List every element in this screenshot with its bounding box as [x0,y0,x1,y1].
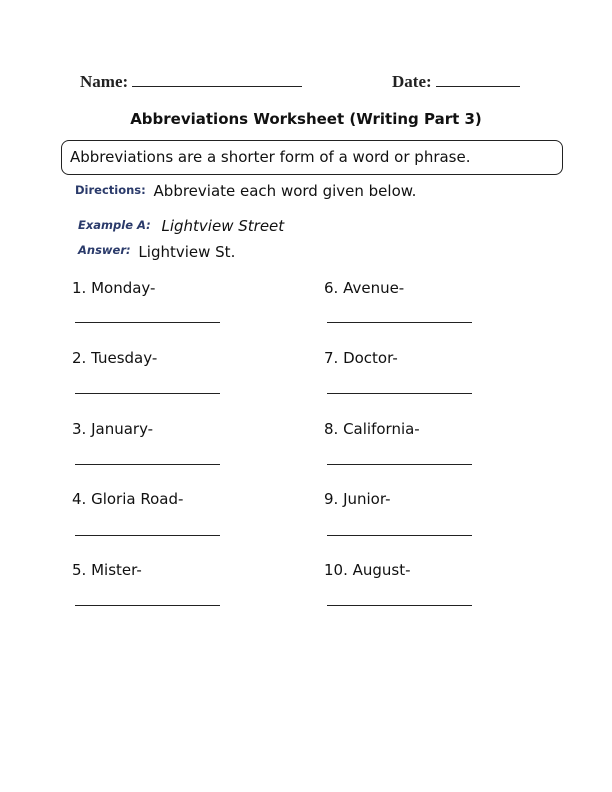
question-item: 9. Junior- [324,490,391,508]
answer-line[interactable] [327,605,472,606]
answer-line[interactable] [327,535,472,536]
example-label: Example A: [78,218,151,232]
directions [75,182,416,200]
date-field [392,70,520,92]
question-item: 5. Mister- [72,561,142,579]
question-item: 8. California- [324,420,420,438]
name-blank-line[interactable] [132,70,302,87]
answer-line[interactable] [75,605,220,606]
date-blank-line[interactable] [436,70,520,87]
question-item: 4. Gloria Road- [72,490,184,508]
answer-line[interactable] [327,322,472,323]
answer-line[interactable] [75,464,220,465]
answer-value: Lightview St. [138,243,236,261]
worksheet-title: Abbreviations Worksheet (Writing Part 3) [130,110,482,128]
name-field [80,70,302,92]
answer-line[interactable] [327,393,472,394]
question-item: 10. August- [324,561,411,579]
answer-label: Answer: [78,243,131,257]
example [78,217,284,235]
question-item: 6. Avenue- [324,279,405,297]
answer-example [78,243,235,261]
answer-line[interactable] [75,535,220,536]
directions-text: Abbreviate each word given below. [153,182,417,200]
answer-line[interactable] [75,393,220,394]
question-item: 2. Tuesday- [72,349,158,367]
answer-line[interactable] [327,464,472,465]
answer-line[interactable] [75,322,220,323]
directions-label: Directions: [75,183,146,197]
question-item: 7. Doctor- [324,349,398,367]
question-item: 1. Monday- [72,279,156,297]
date-label: Date: [392,72,432,91]
name-label: Name: [80,72,129,91]
definition-box: Abbreviations are a shorter form of a word or phrase. [61,140,563,175]
example-value: Lightview Street [161,217,285,235]
question-item: 3. January- [72,420,154,438]
